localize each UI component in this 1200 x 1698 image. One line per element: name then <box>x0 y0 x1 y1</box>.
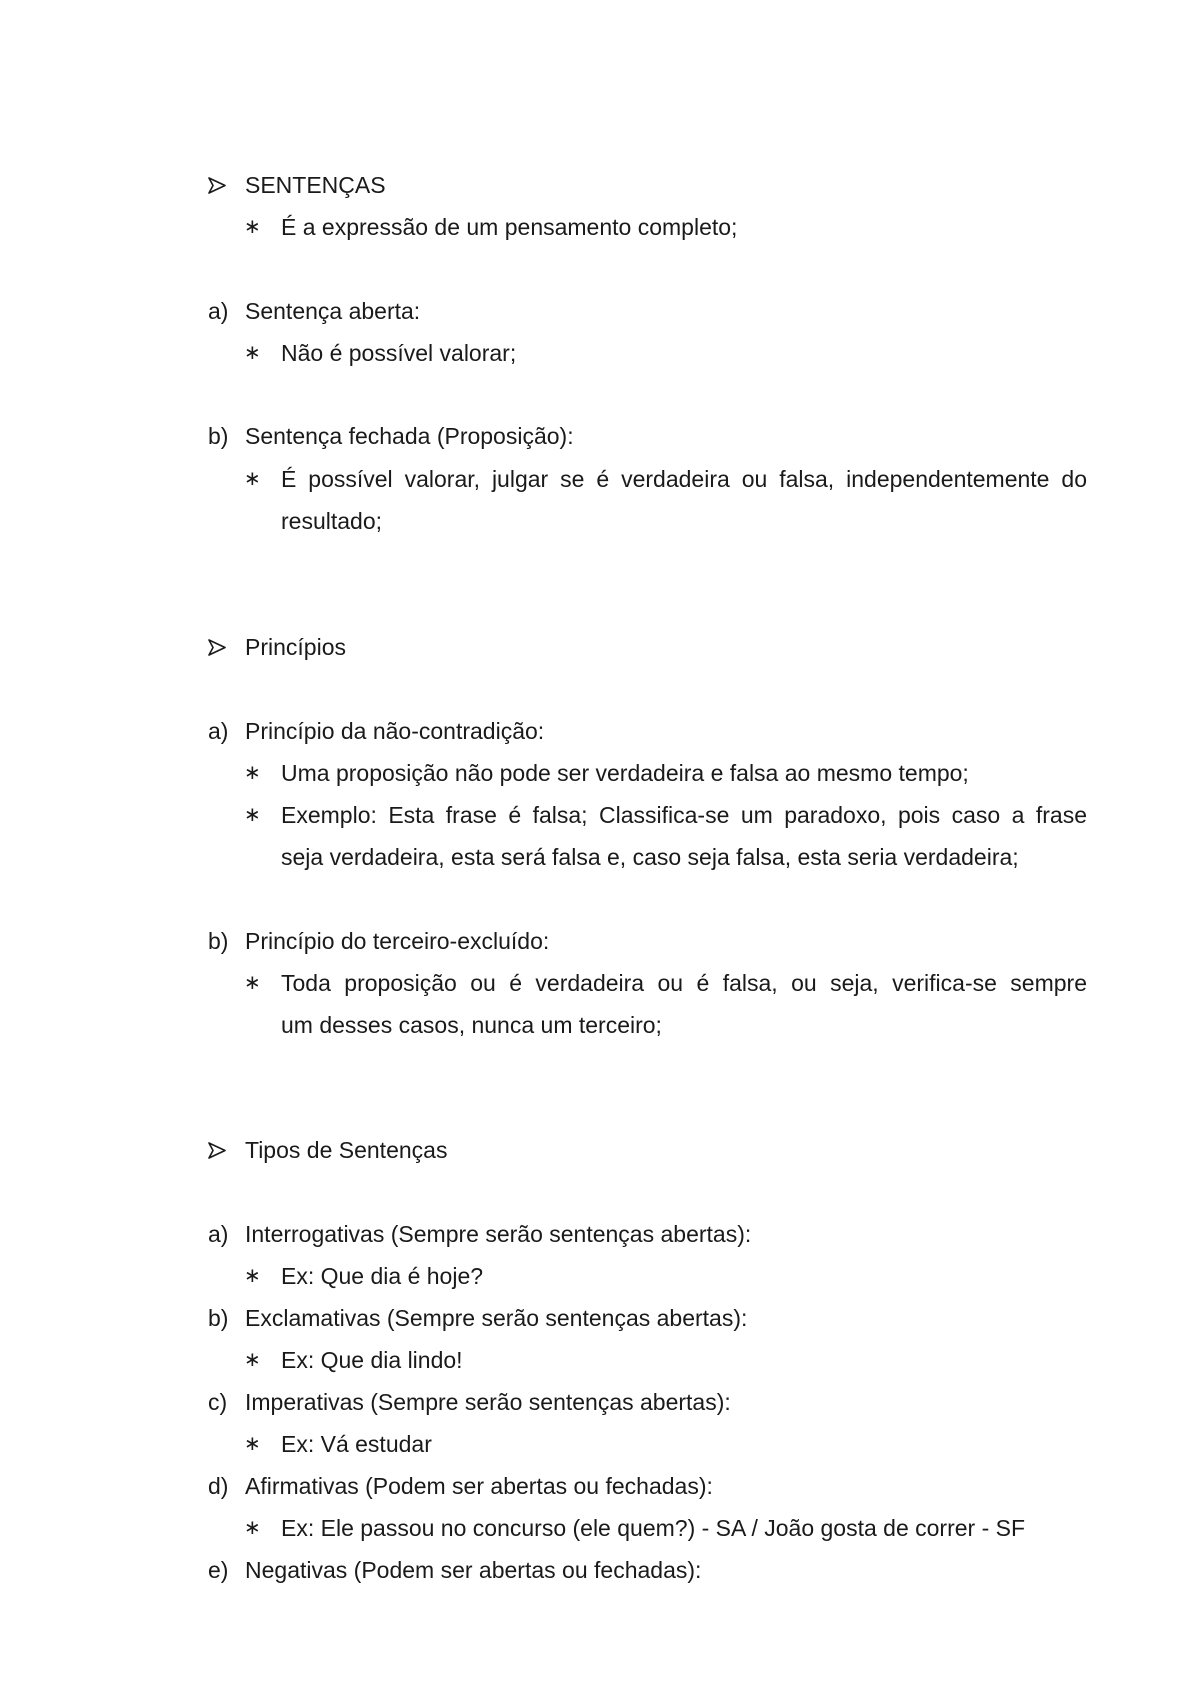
list-item-title: Afirmativas (Podem ser abertas ou fechadas): <box>245 1473 713 1499</box>
heading-text: SENTENÇAS <box>245 172 386 198</box>
list-item-title: Princípio da não-contradição: <box>245 718 545 744</box>
bullet-text: um desses casos, nunca um terceiro; <box>281 1012 662 1038</box>
list-item-title: Sentença fechada (Proposição): <box>245 423 574 449</box>
bullet-text: Ex: Vá estudar <box>281 1431 432 1457</box>
bullet-text-justified: É possível valorar, julgar se é verdadeira ou falsa, independentemente do <box>281 466 1087 492</box>
bullet-text: Não é possível valorar; <box>281 340 517 366</box>
bullet-text: Ex: Que dia lindo! <box>281 1347 463 1373</box>
arrowhead-icon <box>208 165 228 205</box>
heading-text: Tipos de Sentenças <box>245 1137 448 1163</box>
asterisk-bullet-icon: ∗ <box>244 216 261 238</box>
list-letter: b) <box>208 928 229 954</box>
list-item-title: Exclamativas (Sempre serão sentenças abertas): <box>245 1305 748 1331</box>
bullet-text: seja verdadeira, esta será falsa e, caso seja falsa, esta seria verdadeira; <box>281 844 1019 870</box>
list-letter: b) <box>208 1305 229 1331</box>
asterisk-bullet-icon: ∗ <box>244 1517 261 1539</box>
list-item-title: Imperativas (Sempre serão sentenças abertas): <box>245 1389 731 1415</box>
asterisk-bullet-icon: ∗ <box>244 1349 261 1371</box>
list-letter: a) <box>208 298 229 324</box>
asterisk-bullet-icon: ∗ <box>244 972 261 994</box>
bullet-text-justified: Exemplo: Esta frase é falsa; Classifica-se um paradoxo, pois caso a frase <box>281 802 1087 828</box>
list-letter: a) <box>208 1221 229 1247</box>
asterisk-bullet-icon: ∗ <box>244 762 261 784</box>
list-item-title: Interrogativas (Sempre serão sentenças abertas): <box>245 1221 752 1247</box>
bullet-text: resultado; <box>281 508 383 534</box>
asterisk-bullet-icon: ∗ <box>244 804 261 826</box>
list-letter: a) <box>208 718 229 744</box>
list-item-title: Sentença aberta: <box>245 298 421 324</box>
asterisk-bullet-icon: ∗ <box>244 1265 261 1287</box>
bullet-text: Ex: Ele passou no concurso (ele quem?) - SA / João gosta de correr - SF <box>281 1515 1026 1541</box>
list-letter: e) <box>208 1557 229 1583</box>
bullet-text: Uma proposição não pode ser verdadeira e falsa ao mesmo tempo; <box>281 760 969 786</box>
list-letter: c) <box>208 1389 228 1415</box>
asterisk-bullet-icon: ∗ <box>244 1433 261 1455</box>
arrowhead-icon <box>208 627 228 667</box>
list-item-title: Negativas (Podem ser abertas ou fechadas): <box>245 1557 702 1583</box>
heading-text: Princípios <box>245 634 346 660</box>
list-letter: b) <box>208 423 229 449</box>
list-letter: d) <box>208 1473 229 1499</box>
arrowhead-icon <box>208 1130 228 1170</box>
bullet-text-justified: Toda proposição ou é verdadeira ou é falsa, ou seja, verifica-se sempre <box>281 970 1087 996</box>
bullet-text: É a expressão de um pensamento completo; <box>281 214 738 240</box>
list-item-title: Princípio do terceiro-excluído: <box>245 928 550 954</box>
asterisk-bullet-icon: ∗ <box>244 468 261 490</box>
asterisk-bullet-icon: ∗ <box>244 342 261 364</box>
bullet-text: Ex: Que dia é hoje? <box>281 1263 484 1289</box>
